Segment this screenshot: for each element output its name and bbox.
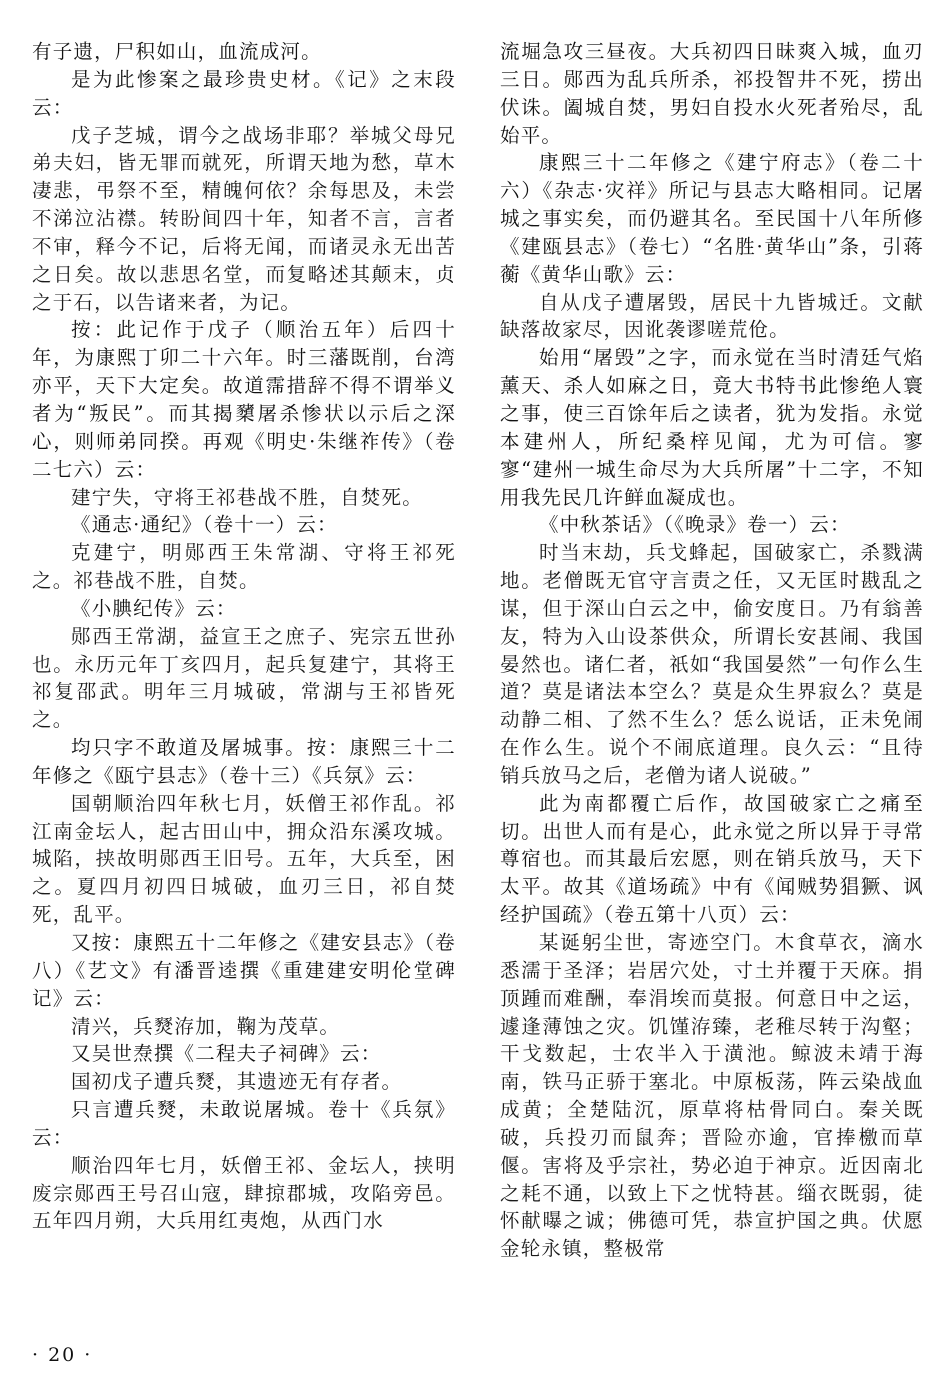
left-column [32,38,456,1235]
paragraph: 《中秋茶话》（《晚录》卷一）云： [539,513,851,537]
paragraph: 有子遗，尸积如山，血流成河。 [32,40,322,63]
paragraph: 只言遭兵燹，未敢说屠城。卷十《兵氛》云： [32,1098,456,1149]
quoted-passage: 建宁失，守将王祁巷战不胜，自焚死。 [71,485,423,509]
paragraph: 又按：康熙五十二年修之《建安县志》（卷八）《艺文》有潘晋逵撰《重建建安明伦堂碑记》云： [32,931,456,1010]
quoted-passage: 国朝顺治四年秋七月，妖僧王祁作乱。祁江南金坛人，起古田山中，拥众沿东溪攻城。城陷，挟故明郧西王旧号。五年，大兵至，困之。夏四月初四日城破，血刃三日，祁自焚死，乱平。 [32,791,456,927]
page-number: · 20 · [32,1344,93,1366]
paragraph: 此为南都覆亡后作，故国破家亡之痛至切。出世人而有是心，此永觉之所以异于寻常尊宿也。而其最后宏愿，则在销兵放马，天下太平。故其《道场疏》中有《闻贼势猖獗、讽经护国疏》（卷五第十八页）云： [500,791,924,927]
paragraph: 均只字不敢道及屠城事。按：康熙三十二年修之《瓯宁县志》（卷十三）《兵氛》云： [32,736,456,787]
paragraph: 是为此惨案之最珍贵史材。《记》之末段云： [32,67,456,119]
quoted-passage: 某诞躬尘世，寄迹空门。木食草衣，滴水悉濡于圣泽；岩居穴处，寸土并覆于天庥。捐顶踵而难酬，奉涓埃而莫报。何意日中之运，遽逢薄蚀之灾。饥馑洊臻，老稚尽转于沟壑；干戈数起，士农半入于潢池。鲸波未靖于海南，铁马正骄于塞北。中原板荡，阵云染战血成黄；全楚陆沉，原草将枯骨同白。秦关既破，兵投刃而鼠奔；晋险亦逾，官捧檄而草偃。害将及乎宗社，势必迫于神京。近因南北之耗不通，以致上下之忧特甚。缁衣既弱，徒怀献曝之诚；佛德可凭，恭宣护国之典。伏愿金轮永镇，整极常 [500,931,924,1261]
quoted-passage: 顺治四年七月，妖僧王祁、金坛人，挟明废宗郧西王号召山寇，肆掠郡城，攻陷旁邑。五年四月朔，大兵用红夷炮，从西门水 [32,1153,456,1233]
quoted-passage: 流堀急攻三昼夜。大兵初四日昧爽入城，血刃三日。郧西为乱兵所杀，祁投智井不死，捞出伏诛。阖城自焚，男妇自投水火死者殆尽，乱始平。 [500,40,924,147]
paragraph: 按：此记作于戊子（顺治五年）后四十年，为康熙丁卯二十六年。时三藩既削，台湾亦平，天下大定矣。故道霈措辞不得不谓举义者为“叛民”。而其揭櫫屠杀惨状以示后之深心，则师弟同揆。再观《明史·朱继祚传》（卷二七六）云： [32,318,456,481]
quoted-passage: 清兴，兵燹洊加，鞠为茂草。 [71,1014,341,1038]
paragraph: 康熙三十二年修之《建宁府志》（卷二十六）《杂志·灾祥》所记与县志大略相同。记屠城之事实矣，而仍避其名。至民国十八年所修《建瓯县志》（卷七）“名胜·黄华山”条，引蒋蘅《黄华山歌》云： [500,151,924,286]
quoted-passage: 戊子芝城，谓今之战场非耶？举城父母兄弟夫妇，皆无罪而就死，所谓天地为愁，草木凄悲，弔祭不至，精魄何依？余每思及，未尝不涕泣沾襟。转盼间四十年，知者不言，言者不审，释今不记，后将无闻，而诸灵永无出苦之日矣。故以悲思名堂，而复略述其颠末，贞之于石，以告诸来者，为记。 [32,123,456,314]
quoted-passage: 时当末劫，兵戈蜂起，国破家亡，杀戮满地。老僧既无官守言责之任，又无匡时戡乱之谋，但于深山白云之中，偷安度日。乃有翁善友，特为入山设茶供众，所谓长安甚闹、我国晏然也。诸仁者，祇如“我国晏然”一句作么生道？莫是诸法本空么？莫是众生界寂么？莫是动静二相、了然不生么？恁么说话，正未免闹在作么生。说个不闹底道理。良久云：“且待销兵放马之后，老僧为诸人说破。” [500,541,924,787]
paragraph: 《小腆纪传》云： [71,596,237,620]
quoted-passage: 郧西王常湖，益宣王之庶子、宪宗五世孙也。永历元年丁亥四月，起兵复建宁，其将王祁复邵武。明年三月城破，常湖与王祁皆死之。 [32,624,456,732]
paragraph: 又吴世焘撰《二程夫子祠碑》云： [71,1042,382,1066]
quoted-passage: 自从戊子遭屠毁，居民十九皆城迁。文献缺落故家尽，因讹袭谬嗟荒伧。 [500,290,924,342]
quoted-passage: 克建宁，明郧西王朱常湖、守将王祁死之。祁巷战不胜，自焚。 [32,541,456,593]
right-column [500,38,924,1263]
paragraph: 《通志·通纪》（卷十一）云： [71,513,338,537]
quoted-passage: 国初戊子遭兵燹，其遗迹无有存者。 [71,1070,403,1094]
paragraph: 始用“屠毁”之字，而永觉在当时清廷气焰薰天、杀人如麻之日，竟大书特书此惨绝人寰之事，使三百馀年后之读者，犹为发指。永觉本建州人，所纪桑梓见闻，尤为可信。寥寥“建州一城生命尽为大兵所屠”十二字，不知用我先民几许鲜血凝成也。 [500,346,924,509]
